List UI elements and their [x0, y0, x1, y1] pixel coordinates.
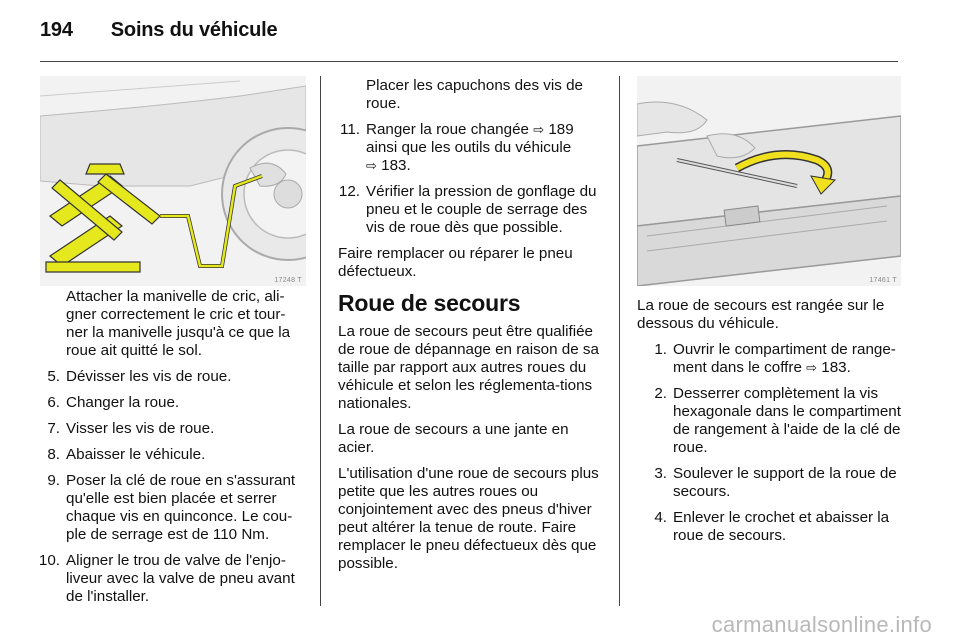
- list-item: 5. Dévisser les vis de roue.: [47, 368, 232, 385]
- list-item: 4. Enlever le crochet et abaisser la roue de secours.: [654, 509, 890, 544]
- paragraph: L'utilisation d'une roue de secours plus petite que les autres roues ou conjointement avec des pneus d'hiver peut altérer la tenue de route. Faire remplacer le pneu défectueux dès que possible.: [338, 465, 599, 572]
- spare-wheel-trunk-illustration: [637, 76, 901, 286]
- figure-code: 17461 T: [869, 277, 897, 284]
- step-list: [338, 121, 604, 237]
- figure-code: 17248 T: [274, 277, 302, 284]
- list-item: 11. Ranger la roue changée ⇨ 189 ainsi que les outils du véhicule ⇨ 183.: [340, 121, 574, 174]
- jack-and-crank-illustration: [40, 76, 306, 286]
- header-rule: [40, 61, 898, 62]
- list-item: 12. Vérifier la pression de gonflage du pneu et le couple de serrage des vis de roue dès que possible.: [338, 183, 597, 236]
- watermark: carmanualsonline.info: [711, 612, 932, 637]
- step-list: [637, 341, 903, 545]
- page-ref-link[interactable]: 183.: [381, 157, 411, 174]
- list-item: 6. Changer la roue.: [47, 394, 180, 411]
- page-header: [40, 19, 277, 42]
- column-divider-2: [619, 76, 620, 606]
- list-item: 10. Aligner le trou de valve de l'enjo-liveur avec la valve de pneu avant de l'installer.: [38, 552, 295, 605]
- page-ref-link[interactable]: 189: [548, 121, 574, 138]
- jack-illustration-svg: [40, 76, 306, 286]
- paragraph: La roue de secours a une jante en acier.: [338, 421, 569, 456]
- trunk-illustration-svg: [637, 76, 901, 286]
- continuation-text: Placer les capuchons des vis de roue.: [366, 77, 583, 112]
- list-item: 3. Soulever le support de la roue de secours.: [654, 465, 897, 500]
- page-ref-arrow-icon: ⇨: [806, 360, 818, 375]
- page-title: Soins du véhicule: [110, 19, 278, 41]
- page-number: 194: [40, 19, 73, 41]
- section-heading: Roue de secours: [338, 290, 521, 316]
- paragraph: La roue de secours est rangée sur le dessous du véhicule.: [637, 297, 885, 332]
- page-ref-arrow-icon: ⇨: [533, 122, 545, 137]
- list-item: 9. Poser la clé de roue en s'assurant qu'elle est bien placée et serrer chaque vis en quinconce. Le cou-ple de serrage est de 110 Nm.: [47, 472, 296, 543]
- column-3: [637, 297, 903, 553]
- column-2: [338, 77, 604, 581]
- page-ref-link[interactable]: 183.: [821, 359, 851, 376]
- column-divider-1: [320, 76, 321, 606]
- page-ref-arrow-icon: ⇨: [366, 158, 377, 173]
- paragraph: Faire remplacer ou réparer le pneu défectueux.: [338, 245, 573, 280]
- continuation-text: Attacher la manivelle de cric, ali-gner correctement le cric et tour-ner la manivelle jusqu'à ce que la roue ait quitté le sol.: [66, 288, 291, 359]
- list-item: 1. Ouvrir le compartiment de range-ment dans le coffre ⇨ 183.: [654, 341, 896, 376]
- list-item: 8. Abaisser le véhicule.: [47, 446, 206, 463]
- column-1: [38, 288, 306, 614]
- paragraph: La roue de secours peut être qualifiée de roue de dépannage en raison de sa taille par rapport aux autres roues du véhicule et selon les réglementa-tions nationales.: [338, 323, 599, 412]
- list-item: 2. Desserrer complètement la vis hexagonale dans le compartiment de rangement à l'aide de la clé de roue.: [654, 385, 901, 456]
- step-list: [38, 368, 306, 606]
- list-item: 7. Visser les vis de roue.: [47, 420, 215, 437]
